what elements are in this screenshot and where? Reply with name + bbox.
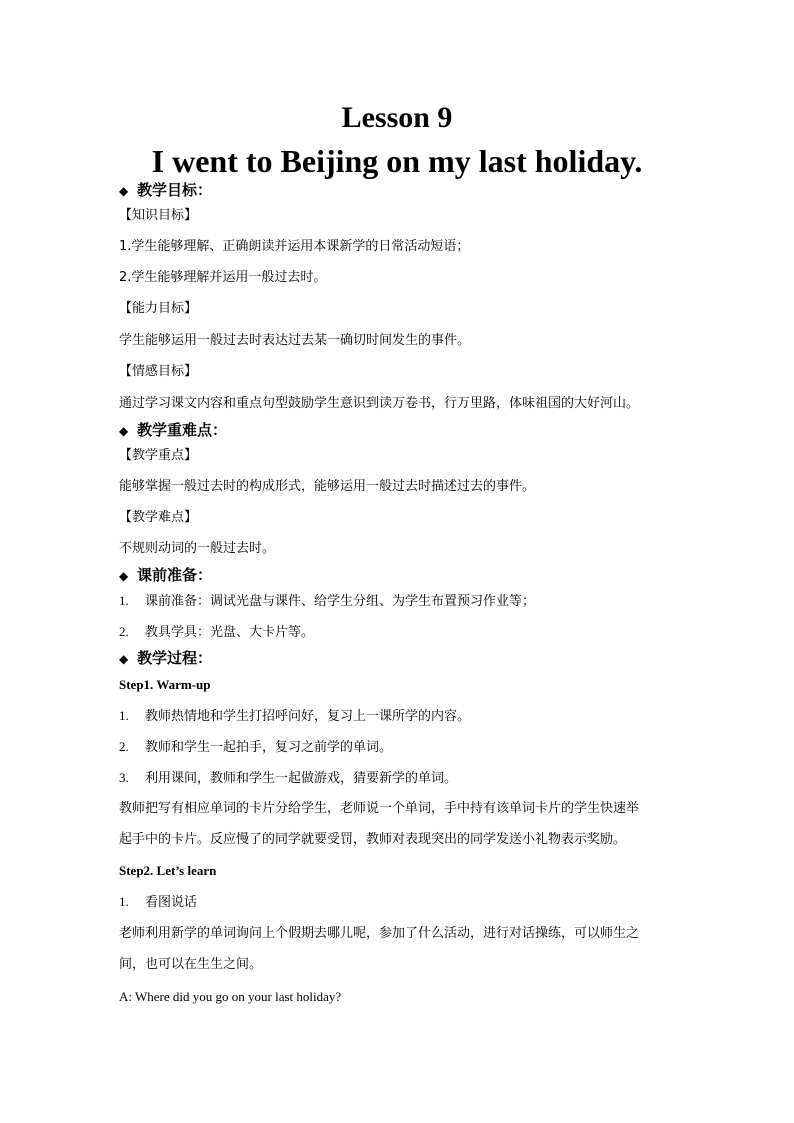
- list-text: 利用课间，教师和学生一起做游戏，猜要新学的单词。: [145, 771, 458, 786]
- diamond-bullet-icon: ◆: [119, 652, 129, 666]
- diamond-bullet-icon: ◆: [119, 184, 129, 198]
- step1-title: Step1. Warm-up: [119, 677, 211, 692]
- step1-paragraph-line-1: 教师把写有相应单词的卡片分给学生，老师说一个单词，手中持有该单词卡片的学生快速举: [119, 801, 640, 816]
- list-text: 教师和学生一起拍手，复习之前学的单词。: [145, 740, 393, 755]
- step2-paragraph-line-1: 老师利用新学的单词询问上个假期去哪儿呢，参加了什么活动，进行对话操练，可以师生之: [119, 926, 640, 941]
- diamond-bullet-icon: ◆: [119, 569, 129, 583]
- step2-item-1: [119, 893, 197, 912]
- key-label: 【教学重点】: [119, 448, 198, 463]
- emotion-item-1: 通过学习课文内容和重点句型鼓励学生意识到读万卷书，行万里路，体味祖国的大好河山。: [119, 396, 640, 411]
- prep-item-1: [119, 592, 535, 611]
- list-number: 1.: [119, 593, 129, 608]
- heading-text: 教学目标：: [137, 181, 213, 199]
- ability-item-1: 学生能够运用一般过去时表达过去某一确切时间发生的事件。: [119, 333, 471, 348]
- lesson-subtitle: I went to Beijing on my last holiday.: [151, 143, 643, 179]
- heading-text: 课前准备：: [137, 566, 213, 584]
- step1-item-1: [119, 707, 470, 726]
- list-number: 1.: [119, 708, 129, 723]
- list-text: 教具学具：光盘、大卡片等。: [145, 625, 315, 640]
- knowledge-item-2: 2.学生能够理解并运用一般过去时。: [119, 270, 327, 285]
- key-item-1: 能够掌握一般过去时的构成形式，能够运用一般过去时描述过去的事件。: [119, 479, 536, 494]
- emotion-label: 【情感目标】: [119, 364, 198, 379]
- prep-item-2: [119, 623, 314, 642]
- list-text: 看图说话: [145, 895, 198, 910]
- difficult-item-1: 不规则动词的一般过去时。: [119, 541, 276, 556]
- lesson-title: Lesson 9: [341, 101, 453, 134]
- list-number: 2.: [119, 624, 129, 639]
- diamond-bullet-icon: ◆: [119, 424, 129, 438]
- knowledge-item-1: 1.学生能够理解、正确朗读并运用本课新学的日常活动短语；: [119, 239, 470, 254]
- list-number: 2.: [119, 739, 129, 754]
- section-heading-objectives: [119, 180, 212, 201]
- step1-item-2: [119, 738, 392, 757]
- step1-item-3: [119, 769, 457, 788]
- dialog-line-a: A: Where did you go on your last holiday?: [119, 989, 342, 1004]
- section-heading-preparation: [119, 565, 212, 586]
- list-number: 1.: [119, 894, 129, 909]
- step1-paragraph-line-2: 起手中的卡片。反应慢了的同学就要受罚，教师对表现突出的同学发送小礼物表示奖励。: [119, 832, 627, 847]
- step2-title: Step2. Let’s learn: [119, 863, 217, 878]
- ability-label: 【能力目标】: [119, 301, 198, 316]
- difficult-label: 【教学难点】: [119, 510, 198, 525]
- step2-paragraph-line-2: 间，也可以在生生之间。: [119, 957, 263, 972]
- heading-text: 教学过程：: [137, 649, 213, 667]
- list-text: 教师热情地和学生打招呼问好，复习上一课所学的内容。: [145, 709, 471, 724]
- knowledge-label: 【知识目标】: [119, 208, 198, 223]
- heading-text: 教学重难点：: [137, 421, 228, 439]
- list-number: 3.: [119, 770, 129, 785]
- section-heading-key-points: [119, 420, 227, 441]
- list-text: 课前准备：调试光盘与课件、给学生分组、为学生布置预习作业等；: [145, 594, 536, 609]
- section-heading-process: [119, 648, 212, 669]
